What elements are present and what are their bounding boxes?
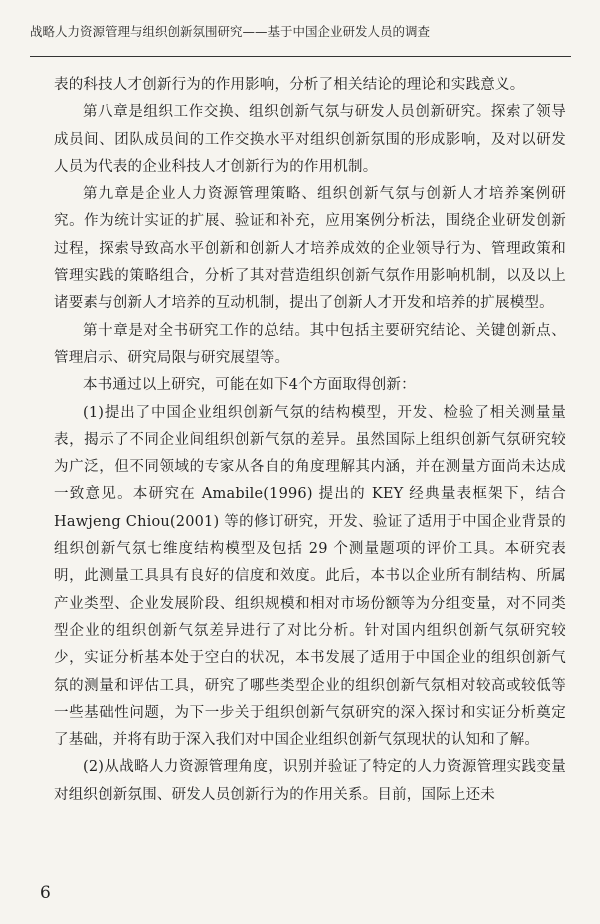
header-rule — [30, 56, 571, 57]
body-text — [54, 72, 566, 809]
paragraph-chapter-8: 第八章是组织工作交换、组织创新气氛与研发人员创新研究。探索了领导成员间、团队成员间的工作交换水平对组织创新氛围的形成影响，及对以研发人员为代表的企业科技人才创新行为的作用机制。 — [54, 104, 566, 175]
page-number: 6 — [40, 883, 51, 903]
running-head-title: 战略人力资源管理与组织创新氛围研究——基于中国企业研发人员的调查 — [30, 24, 431, 39]
paragraph-continuation: 表的科技人才创新行为的作用影响，分析了相关结论的理论和实践意义。 — [54, 77, 525, 93]
paragraph-innovation-2: (2)从战略人力资源管理角度，识别并验证了特定的人力资源管理实践变量对组织创新氛围、研发人员创新行为的作用关系。目前，国际上还未 — [54, 759, 566, 803]
paragraph-chapter-10: 第十章是对全书研究工作的总结。其中包括主要研究结论、关键创新点、管理启示、研究局限与研究展望等。 — [54, 322, 566, 366]
paragraph-innovation-1: (1)提出了中国企业组织创新气氛的结构模型，开发、检验了相关测量量表，揭示了不同企业间组织创新气氛的差异。虽然国际上组织创新气氛研究较为广泛，但不同领域的专家从各自的角度理解其内涵，并在测量方面尚未达成一致意见。本研究在 Amabile(1996) 提出的 KEY 经典量表框架下，结合 Hawjeng Chiou(2001) 等的修订研究，开发、验证了适用于中国企业背景的组织创新气氛七维度结构模型及包括 29 个测量题项的评价工具。本研究表明，此测量工具具有良好的信度和效度。此后，本书以企业所有制结构、所属产业类型、企业发展阶段、组织规模和相对市场份额等为分组变量，对不同类型企业的组织创新气氛差异进行了对比分析。针对国内组织创新气氛研究较少，实证分析基本处于空白的状况，本书发展了适用于中国企业的组织创新气氛的测量和评估工具，研究了哪些类型企业的组织创新气氛相对较高或较低等一些基础性问题，为下一步关于组织创新气氛研究的深入探讨和实证分析奠定了基础，并将有助于深入我们对中国企业组织创新气氛现状的认知和了解。 — [54, 404, 566, 749]
paragraph-chapter-9: 第九章是企业人力资源管理策略、组织创新气氛与创新人才培养案例研究。作为统计实证的扩展、验证和补充，应用案例分析法，围绕企业研发创新过程，探索导致高水平创新和创新人才培养成效的企业领导行为、管理政策和管理实践的策略组合，分析了其对营造组织创新气氛作用影响机制，以及以上诸要素与创新人才培养的互动机制，提出了创新人才开发和培养的扩展模型。 — [54, 186, 566, 312]
paragraph-innovations-intro: 本书通过以上研究，可能在如下4个方面取得创新： — [83, 377, 416, 394]
